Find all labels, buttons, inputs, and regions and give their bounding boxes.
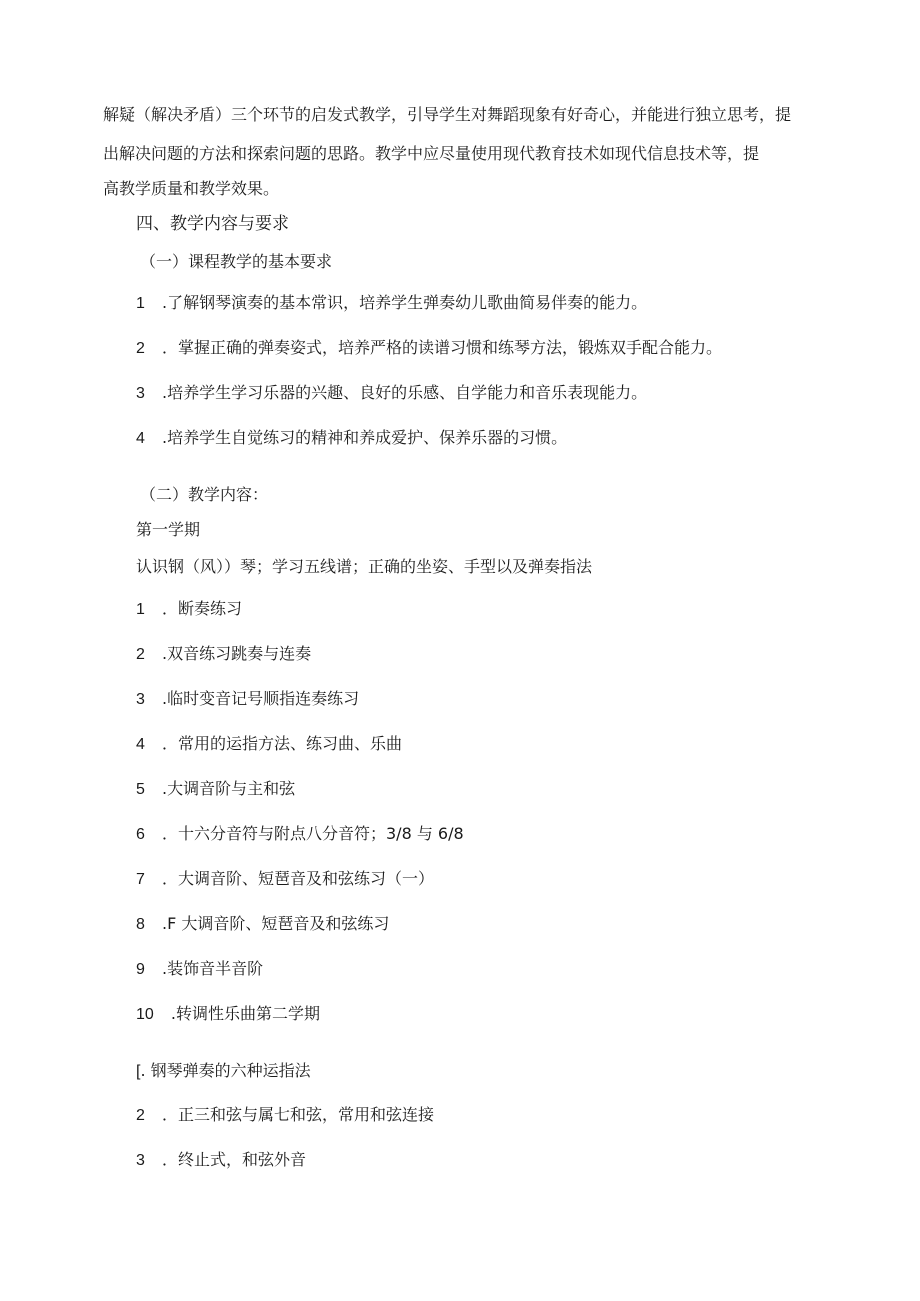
term-1-intro: 认识钢（风））琴；学习五线谱；正确的坐姿、手型以及弹奏指法: [136, 557, 593, 576]
item-number: 1: [136, 295, 145, 312]
term-2-item: [136, 1104, 434, 1127]
item-text: ．断奏练习: [162, 599, 243, 618]
item-text: . 钢琴弹奏的六种运指法: [140, 1061, 311, 1080]
item-number: 2: [136, 340, 145, 357]
intro-line-1: 解疑（解决矛盾）三个环节的启发式教学，引导学生对舞蹈现象有好奇心，并能进行独立思考，提: [103, 105, 792, 124]
item-number: 4: [136, 736, 145, 753]
item-number: [: [136, 1063, 141, 1080]
requirement-item: [136, 427, 567, 450]
term-1-title: 第一学期: [136, 520, 201, 539]
intro-line-3: 高教学质量和教学效果。: [103, 179, 280, 198]
content-item: [136, 868, 434, 891]
item-text: ．掌握正确的弹奏姿式，培养严格的读谱习惯和练琴方法，锻炼双手配合能力。: [162, 338, 723, 357]
subsection-2-title: （二）教学内容：: [140, 485, 269, 504]
item-number: 2: [136, 646, 145, 663]
subsection-1-title: （一）课程教学的基本要求: [140, 252, 333, 271]
requirement-item: [136, 337, 722, 360]
item-text: .临时变音记号顺指连奏练习: [162, 689, 360, 708]
content-item: [136, 688, 359, 711]
item-number: 9: [136, 961, 145, 978]
content-item: [136, 1003, 320, 1026]
item-text: .培养学生学习乐器的兴趣、良好的乐感、自学能力和音乐表现能力。: [162, 383, 648, 402]
item-number: 10: [136, 1006, 154, 1023]
item-text: .培养学生自觉练习的精神和养成爱护、保养乐器的习惯。: [162, 428, 568, 447]
item-number: 7: [136, 871, 145, 888]
term-2-item: [136, 1149, 306, 1172]
item-number: 2: [136, 1107, 145, 1124]
item-text: ．十六分音符与附点八分音符；3/8 与 6/8: [162, 824, 464, 843]
item-text: ．正三和弦与属七和弦，常用和弦连接: [162, 1105, 435, 1124]
item-number: 3: [136, 691, 145, 708]
term-2-item: [136, 1060, 311, 1083]
intro-line-2: 出解决问题的方法和探索问题的思路。教学中应尽量使用现代教育技术如现代信息技术等，提: [103, 144, 760, 163]
item-number: 8: [136, 916, 145, 933]
content-item: [136, 913, 389, 936]
item-text: .转调性乐曲第二学期: [170, 1004, 320, 1023]
content-item: [136, 823, 464, 846]
item-number: 3: [136, 385, 145, 402]
item-number: 6: [136, 826, 145, 843]
content-item: [136, 733, 402, 756]
content-item: [136, 778, 295, 801]
content-item: [136, 958, 263, 981]
content-item: [136, 598, 242, 621]
item-text: .装饰音半音阶: [162, 959, 264, 978]
requirement-item: [136, 382, 647, 405]
item-number: 4: [136, 430, 145, 447]
requirement-item: [136, 292, 647, 315]
item-number: 5: [136, 781, 145, 798]
content-item: [136, 643, 311, 666]
item-text: .双音练习跳奏与连奏: [162, 644, 312, 663]
item-text: ．大调音阶、短琶音及和弦练习（一）: [162, 869, 435, 888]
item-number: 3: [136, 1152, 145, 1169]
item-number: 1: [136, 601, 145, 618]
item-text: ．常用的运指方法、练习曲、乐曲: [162, 734, 403, 753]
item-text: .了解钢琴演奏的基本常识，培养学生弹奏幼儿歌曲简易伴奏的能力。: [162, 293, 648, 312]
item-text: ．终止式，和弦外音: [162, 1150, 307, 1169]
item-text: .大调音阶与主和弦: [162, 779, 296, 798]
section-heading: 四、教学内容与要求: [136, 214, 289, 234]
item-text: .F 大调音阶、短琶音及和弦练习: [162, 914, 390, 933]
